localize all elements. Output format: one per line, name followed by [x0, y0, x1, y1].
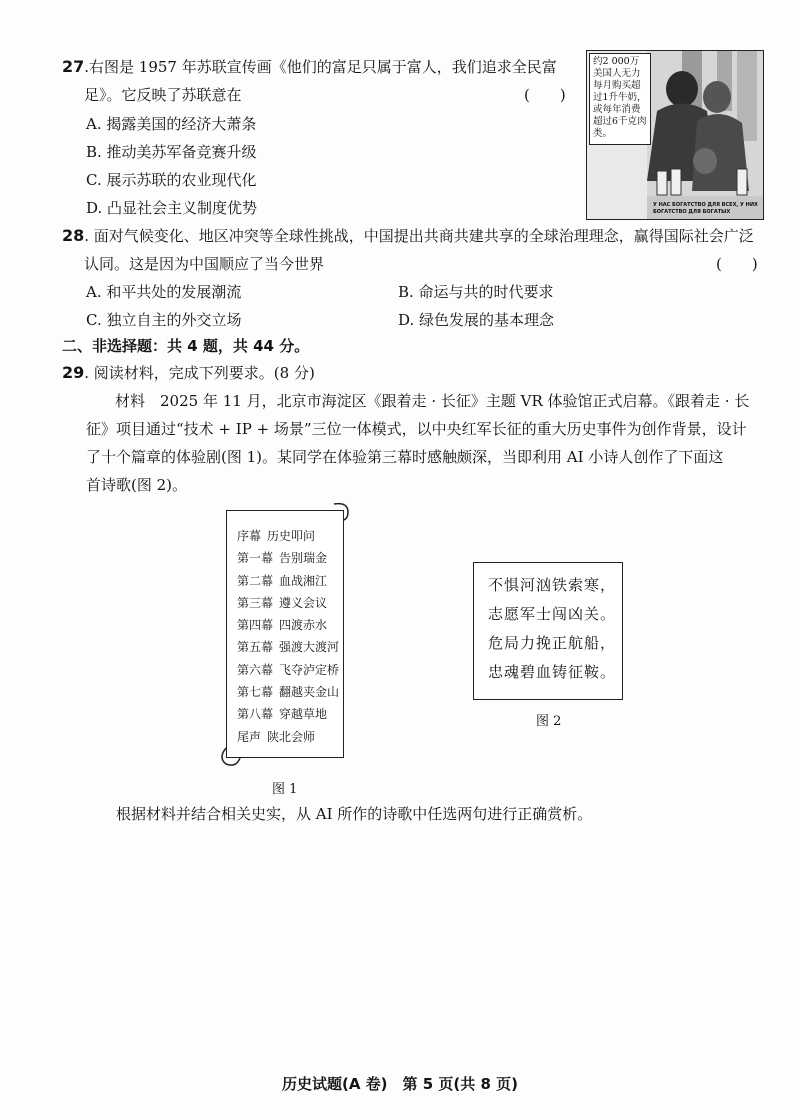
- list-item: 第五幕 强渡大渡河: [237, 640, 340, 655]
- q27-line1: 27.右图是 1957 年苏联宣传画《他们的富足只属于富人，我们追求全民富: [62, 57, 557, 76]
- q28-answer-paren: ( ): [716, 255, 758, 273]
- q29-number: 29: [62, 363, 85, 382]
- list-item: 第六幕 飞夺泸定桥: [237, 662, 340, 677]
- poem-figure: [473, 562, 623, 700]
- q28-option-c: C. 独立自主的外交立场: [86, 311, 242, 329]
- list-item: 序幕 历史叩问: [237, 529, 316, 543]
- figure-1-caption: 图 1: [272, 782, 298, 797]
- soviet-poster-figure: [586, 50, 764, 220]
- q28-option-d: D. 绿色发展的基本理念: [398, 311, 555, 329]
- q29-task: 根据材料并结合相关史实，从 AI 所作的诗歌中任选两句进行正确赏析。: [116, 805, 593, 823]
- q29-intro: 29. 阅读材料，完成下列要求。(8 分): [62, 363, 315, 382]
- q29-material-line1: 材料 2025 年 11 月，北京市海淀区《跟着走 · 长征》主题 VR 体验馆正式启幕。《跟着走 · 长: [115, 392, 750, 410]
- list-item: 第二幕 血战湘江: [237, 573, 328, 588]
- q27-option-d: D. 凸显社会主义制度优势: [86, 199, 258, 217]
- q27-line2: 足》。它反映了苏联意在: [84, 86, 242, 104]
- list-item: 第四幕 四渡赤水: [237, 618, 328, 633]
- q29-material-line3: 了十个篇章的体验剧(图 1)。某同学在体验第三幕时感触颇深，当即利用 AI 小诗人创作了下面这: [86, 448, 724, 466]
- poster-text-box: 约2 000万美国人无力每月购买超过1升牛奶，或每年消费超过6千克肉类。: [589, 53, 651, 145]
- poster-caption: У НАС БОГАТСТВО ДЛЯ ВСЕХ, У НИХ БОГАТСТВО ДЛЯ БОГАТЫХ: [653, 202, 758, 215]
- list-item: 第八幕 穿越草地: [237, 707, 328, 722]
- poem-line: 志愿军士闯凶关。: [488, 605, 617, 623]
- list-item: 第一幕 告别瑞金: [237, 551, 328, 566]
- poem-line: 危局力挽正航船，: [488, 634, 617, 652]
- list-item: 第三幕 遵义会议: [237, 595, 328, 610]
- q27-option-c: C. 展示苏联的农业现代化: [86, 171, 257, 189]
- page-footer: 历史试题(A 卷) 第 5 页(共 8 页): [281, 1075, 519, 1093]
- q29-material-line2: 征》项目通过“技术 + IP + 场景”三位一体模式，以中央红军长征的重大历史事件为创作背景，设计: [86, 420, 747, 438]
- q28-option-b: B. 命运与共的时代要求: [398, 283, 554, 301]
- figure-2-caption: 图 2: [536, 714, 562, 729]
- scroll-figure: [216, 500, 352, 768]
- q28-line1: 28. 面对气候变化、地区冲突等全球性挑战，中国提出共商共建共享的全球治理理念，赢得国际社会广泛: [62, 226, 754, 245]
- q27-option-a: A. 揭露美国的经济大萧条: [86, 115, 257, 133]
- poem-lines: [488, 571, 616, 687]
- q27-answer-paren: ( ): [524, 86, 566, 104]
- q28-option-a: A. 和平共处的发展潮流: [86, 283, 242, 301]
- q28-number: 28: [62, 226, 85, 245]
- list-item: 尾声 陕北会师: [237, 729, 316, 744]
- section-2-title: 二、非选择题：共 4 题，共 44 分。: [62, 337, 310, 355]
- q27-option-b: B. 推动美苏军备竞赛升级: [86, 143, 257, 161]
- q28-line2: 认同。这是因为中国顺应了当今世界: [84, 255, 325, 273]
- scroll-act-list: [237, 525, 339, 748]
- scroll-body: [226, 510, 344, 758]
- q29-material-line4: 首诗歌(图 2)。: [86, 476, 188, 494]
- poem-line: 忠魂碧血铸征鞍。: [488, 663, 617, 681]
- list-item: 第七幕 翻越夹金山: [237, 685, 340, 700]
- poem-line: 不惧河汹铁索寒，: [488, 576, 617, 594]
- q27-number: 27: [62, 57, 85, 76]
